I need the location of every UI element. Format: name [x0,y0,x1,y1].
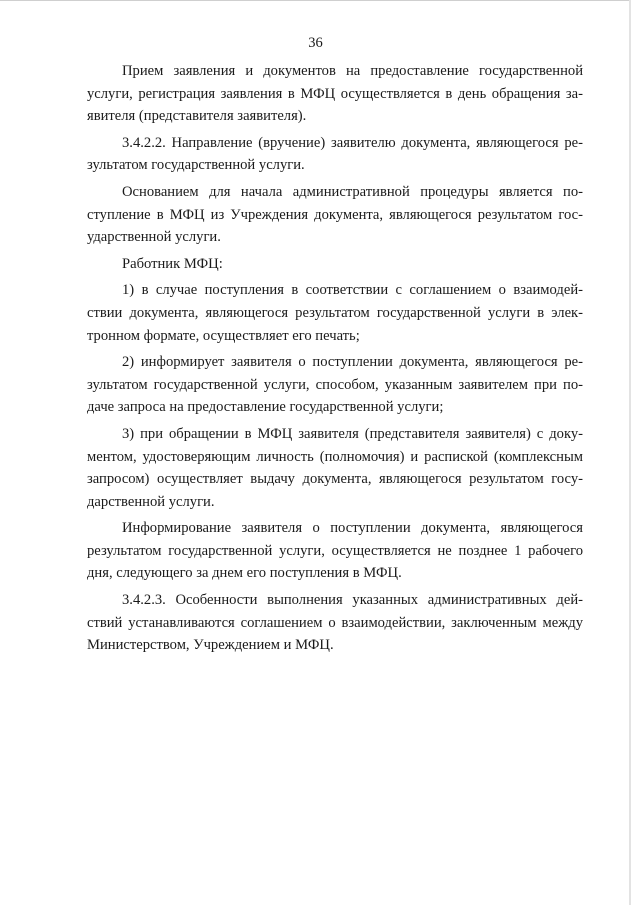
text-line: Работник МФЦ: [122,255,223,272]
text-line: 1) в случае поступления в соответствии с соглашением о взаимодей- [122,282,583,299]
text-line: ступление в МФЦ из Учреждения документа, являющегося результатом гос- [87,206,583,223]
paragraph [87,423,583,513]
text-line: 3.4.2.2. Направление (вручение) заявителю документа, являющегося ре- [122,134,583,151]
paragraph [87,517,583,585]
text-line: услуги, регистрация заявления в МФЦ осуществляется в день обращения за- [87,85,583,102]
text-line: явителя (представителя заявителя). [87,108,307,125]
document-body [87,60,583,661]
text-line: запросом) осуществляет выдачу документа, являющегося результатом госу- [87,471,583,488]
paragraph [87,589,583,657]
text-line: ментом, удостоверяющим личность (полномочия) и распиской (комплексным [87,448,583,465]
text-line: 3.4.2.3. Особенности выполнения указанных административных дей- [122,592,583,609]
text-line: Информирование заявителя о поступлении документа, являющегося [122,520,583,537]
text-line: даче запроса на предоставление государственной услуги; [87,399,444,416]
paragraph [87,279,583,347]
paragraph [87,60,583,128]
text-line: Прием заявления и документов на предоставление государственной [122,63,583,79]
text-line: дарственной услуги. [87,493,215,510]
text-line: зультатом государственной услуги, способом, указанным заявителем при по- [87,376,583,393]
text-line: Основанием для начала административной процедуры является по- [122,183,583,200]
text-line: тронном формате, осуществляет его печать; [87,327,360,344]
text-line: дня, следующего за днем его поступления в МФЦ. [87,565,402,582]
paragraph [87,253,583,276]
text-line: 2) информирует заявителя о поступлении документа, являющегося ре- [122,354,583,371]
paragraph [87,181,583,249]
text-line: Министерством, Учреждением и МФЦ. [87,637,334,654]
text-line: 3) при обращении в МФЦ заявителя (представителя заявителя) с доку- [122,425,583,442]
text-line: зультатом государственной услуги. [87,157,305,174]
page-number: 36 [308,35,323,51]
text-line: результатом государственной услуги, осуществляется не позднее 1 рабочего [87,542,583,559]
paragraph [87,132,583,177]
text-line: ударственной услуги. [87,229,221,246]
text-line: ствии документа, являющегося результатом государственной услуги в элек- [87,304,583,321]
text-line: ствий устанавливаются соглашением о взаимодействии, заключенным между [87,614,583,631]
paragraph [87,351,583,419]
scan-edge-top [0,0,631,1]
